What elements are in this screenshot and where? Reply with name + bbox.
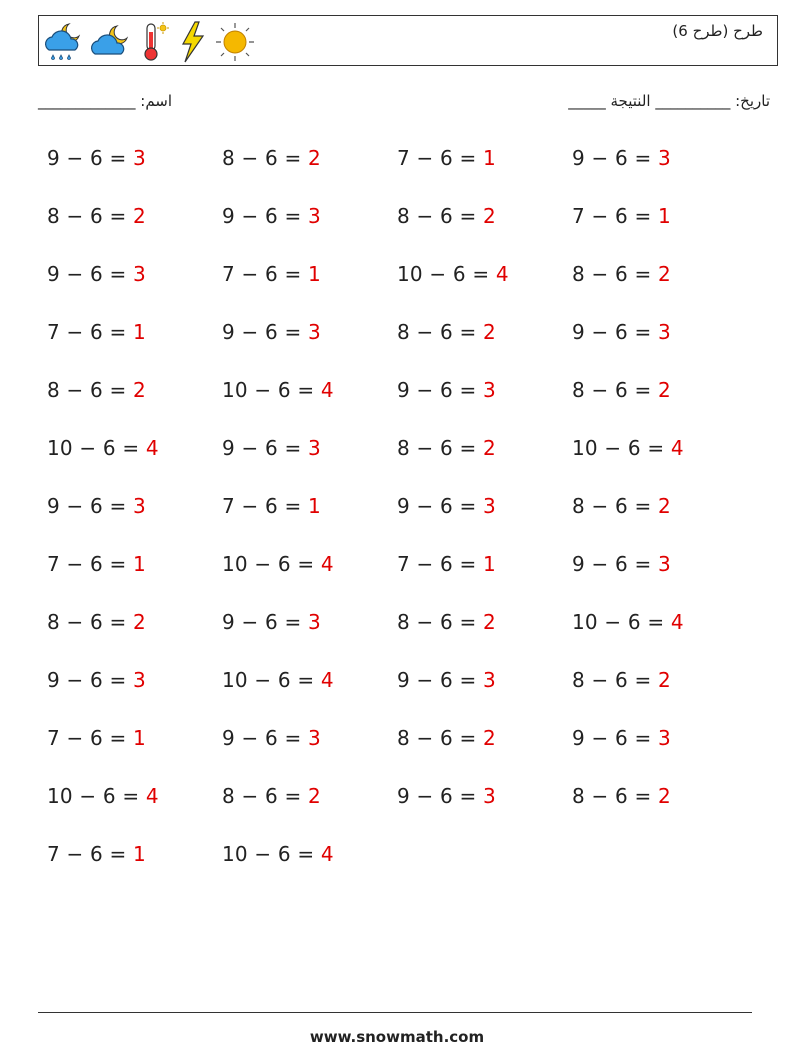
problem-question: 7 − 6 = [47, 726, 133, 750]
problem-item [47, 842, 146, 866]
problem-answer: 3 [658, 320, 671, 344]
problem-item [47, 146, 146, 170]
problem-question: 8 − 6 = [572, 784, 658, 808]
problem-item [47, 378, 146, 402]
problem-question: 10 − 6 = [222, 668, 321, 692]
problem-item [222, 146, 321, 170]
problem-answer: 4 [495, 262, 509, 286]
problem-question: 7 − 6 = [222, 494, 308, 518]
lightning-icon [175, 20, 209, 64]
problem-question: 8 − 6 = [47, 378, 133, 402]
problem-answer: 3 [308, 436, 321, 460]
problem-item [572, 726, 671, 750]
problem-answer: 3 [133, 146, 146, 170]
problem-item [222, 494, 321, 518]
problem-answer: 2 [483, 204, 496, 228]
problem-item [397, 146, 496, 170]
problem-answer: 3 [483, 378, 496, 402]
problem-question: 9 − 6 = [222, 436, 308, 460]
problem-item [222, 784, 321, 808]
problem-item [222, 726, 321, 750]
problem-answer: 3 [658, 146, 671, 170]
problem-item [397, 552, 496, 576]
problem-item [47, 552, 146, 576]
problem-question: 9 − 6 = [397, 378, 483, 402]
problem-question: 9 − 6 = [397, 494, 483, 518]
problem-question: 9 − 6 = [222, 320, 308, 344]
problem-question: 9 − 6 = [222, 726, 308, 750]
date-score-field: تاريخ: __________ النتيجة _____ [568, 92, 770, 110]
problem-item [222, 378, 334, 402]
problem-answer: 2 [483, 610, 496, 634]
problem-item [397, 726, 496, 750]
problem-answer: 2 [308, 784, 321, 808]
problem-question: 8 − 6 = [397, 610, 483, 634]
problem-answer: 1 [308, 262, 321, 286]
problem-answer: 3 [308, 726, 321, 750]
problem-question: 8 − 6 = [47, 610, 133, 634]
problem-question: 8 − 6 = [572, 494, 658, 518]
problem-item [572, 262, 671, 286]
problem-answer: 4 [320, 668, 334, 692]
problem-item [47, 436, 159, 460]
problem-item [572, 378, 671, 402]
problem-question: 8 − 6 = [397, 204, 483, 228]
problem-item [47, 320, 146, 344]
problem-answer: 4 [145, 436, 159, 460]
problem-answer: 2 [133, 610, 146, 634]
problem-question: 7 − 6 = [397, 146, 483, 170]
problem-question: 7 − 6 = [572, 204, 658, 228]
problem-item [222, 842, 334, 866]
problem-question: 9 − 6 = [222, 204, 308, 228]
problem-question: 9 − 6 = [47, 494, 133, 518]
problem-question: 7 − 6 = [222, 262, 308, 286]
problem-answer: 1 [133, 842, 146, 866]
problem-item [397, 436, 496, 460]
problem-question: 10 − 6 = [222, 842, 321, 866]
problem-answer: 2 [658, 494, 671, 518]
problem-answer: 2 [483, 726, 496, 750]
problem-answer: 3 [483, 668, 496, 692]
footer-url: www.snowmath.com [309, 1028, 485, 1046]
problem-answer: 3 [483, 784, 496, 808]
weather-icons [41, 20, 257, 64]
problem-answer: 3 [308, 610, 321, 634]
problem-answer: 2 [133, 204, 146, 228]
problem-question: 7 − 6 = [47, 842, 133, 866]
worksheet-header [38, 15, 778, 66]
sun-icon [213, 20, 257, 64]
problem-item [572, 784, 671, 808]
problem-question: 10 − 6 = [222, 378, 321, 402]
problem-question: 7 − 6 = [47, 552, 133, 576]
problem-item [572, 668, 671, 692]
footer-divider [38, 1012, 752, 1013]
problem-item [47, 784, 159, 808]
problem-question: 9 − 6 = [47, 146, 133, 170]
cloud-moon-icon [89, 20, 133, 64]
problem-question: 9 − 6 = [572, 552, 658, 576]
problem-item [47, 494, 146, 518]
problem-answer: 2 [658, 262, 671, 286]
problem-question: 8 − 6 = [572, 262, 658, 286]
problem-item [397, 320, 496, 344]
problem-question: 10 − 6 = [47, 784, 146, 808]
problem-item [572, 494, 671, 518]
problem-item [47, 204, 146, 228]
problem-answer: 3 [483, 494, 496, 518]
problem-item [47, 610, 146, 634]
problem-question: 8 − 6 = [397, 726, 483, 750]
problem-answer: 4 [320, 378, 334, 402]
problem-question: 10 − 6 = [397, 262, 496, 286]
problem-item [222, 320, 321, 344]
problem-item [222, 610, 321, 634]
problem-question: 10 − 6 = [572, 610, 671, 634]
problem-question: 10 − 6 = [222, 552, 321, 576]
problem-question: 10 − 6 = [47, 436, 146, 460]
problem-question: 8 − 6 = [222, 784, 308, 808]
problem-item [572, 436, 684, 460]
problem-question: 10 − 6 = [572, 436, 671, 460]
worksheet-title: طرح (طرح 6) [672, 22, 763, 40]
problem-question: 8 − 6 = [572, 378, 658, 402]
problem-answer: 4 [670, 610, 684, 634]
problem-answer: 1 [133, 552, 146, 576]
problem-item [397, 494, 496, 518]
problem-answer: 4 [670, 436, 684, 460]
problem-question: 9 − 6 = [47, 262, 133, 286]
problem-answer: 2 [483, 436, 496, 460]
problem-answer: 2 [658, 378, 671, 402]
problem-item [47, 262, 146, 286]
problem-answer: 1 [133, 320, 146, 344]
thermometer-hot-icon [137, 20, 171, 64]
problem-answer: 1 [483, 552, 496, 576]
problem-question: 8 − 6 = [572, 668, 658, 692]
problem-answer: 4 [320, 552, 334, 576]
problem-item [572, 610, 684, 634]
problem-item [222, 436, 321, 460]
problem-answer: 2 [133, 378, 146, 402]
problem-answer: 3 [308, 204, 321, 228]
problem-question: 9 − 6 = [222, 610, 308, 634]
problem-item [397, 610, 496, 634]
problem-item [397, 262, 509, 286]
problem-answer: 1 [483, 146, 496, 170]
problem-answer: 1 [658, 204, 671, 228]
problem-item [222, 262, 321, 286]
problem-answer: 2 [658, 784, 671, 808]
problem-item [397, 668, 496, 692]
problem-question: 8 − 6 = [397, 320, 483, 344]
problem-answer: 2 [658, 668, 671, 692]
problem-answer: 3 [133, 494, 146, 518]
problem-item [572, 320, 671, 344]
problem-item [47, 726, 146, 750]
problem-item [222, 204, 321, 228]
problem-item [572, 552, 671, 576]
problem-question: 9 − 6 = [397, 668, 483, 692]
problem-question: 9 − 6 = [572, 726, 658, 750]
problem-question: 8 − 6 = [397, 436, 483, 460]
problem-item [572, 146, 671, 170]
problem-question: 8 − 6 = [47, 204, 133, 228]
problem-item [572, 204, 671, 228]
problem-item [397, 378, 496, 402]
cloud-rain-moon-icon [41, 20, 85, 64]
problem-item [397, 204, 496, 228]
problem-answer: 3 [658, 726, 671, 750]
problem-question: 9 − 6 = [47, 668, 133, 692]
problem-item [222, 668, 334, 692]
problem-answer: 2 [483, 320, 496, 344]
problem-answer: 1 [308, 494, 321, 518]
problem-question: 7 − 6 = [47, 320, 133, 344]
problem-answer: 2 [308, 146, 321, 170]
problem-item [222, 552, 334, 576]
problem-answer: 3 [308, 320, 321, 344]
problem-question: 9 − 6 = [572, 320, 658, 344]
problem-answer: 3 [133, 668, 146, 692]
problem-item [47, 668, 146, 692]
problem-question: 9 − 6 = [572, 146, 658, 170]
problem-answer: 4 [320, 842, 334, 866]
problem-question: 9 − 6 = [397, 784, 483, 808]
name-field: اسم: _____________ [38, 92, 173, 110]
problem-answer: 3 [133, 262, 146, 286]
problem-question: 7 − 6 = [397, 552, 483, 576]
problem-answer: 1 [133, 726, 146, 750]
problem-answer: 3 [658, 552, 671, 576]
problem-question: 8 − 6 = [222, 146, 308, 170]
problem-item [397, 784, 496, 808]
problem-answer: 4 [145, 784, 159, 808]
